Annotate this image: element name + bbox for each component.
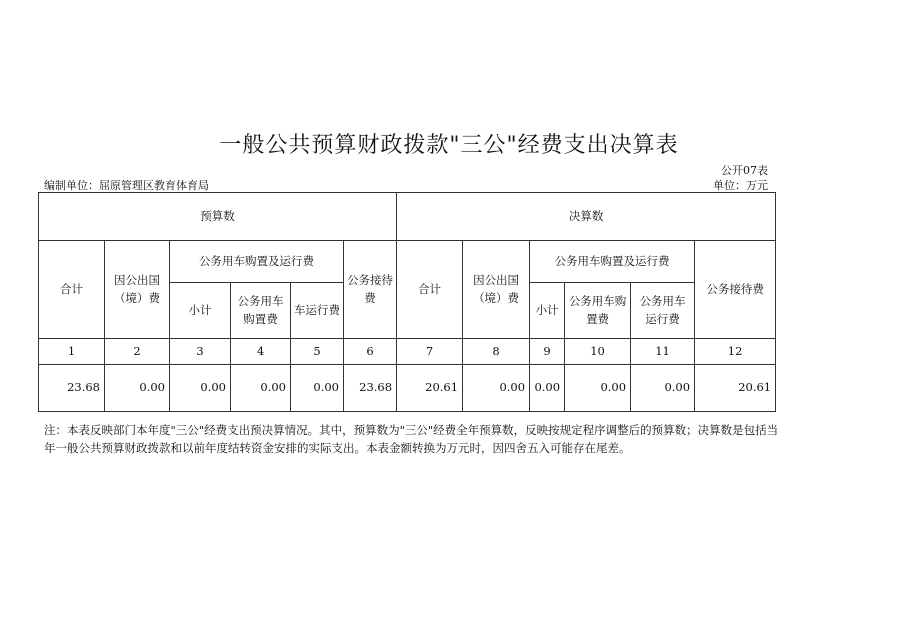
col-number: 7 <box>397 339 463 365</box>
value-cell: 0.00 <box>565 365 631 412</box>
value-cell: 20.61 <box>397 365 463 412</box>
budget-total-header: 合计 <box>39 241 105 339</box>
budget-operation-header: 车运行费 <box>291 283 344 339</box>
table-note: 注：本表反映部门本年度"三公"经费支出预决算情况。其中，预算数为"三公"经费全年预算数，反映按规定程序调整后的预算数；决算数是包括当年一般公共预算财政拨款和以前年度结转资金安排的实际支出。本表金额转换为万元时，因四舍五入可能存在尾差。 <box>44 423 779 456</box>
final-total-header: 合计 <box>397 241 463 339</box>
value-cell: 0.00 <box>631 365 695 412</box>
form-number: 公开07表 <box>721 164 768 177</box>
final-vehicle-header: 公务用车购置及运行费 <box>530 241 695 283</box>
value-cell: 23.68 <box>344 365 397 412</box>
final-reception-header: 公务接待费 <box>695 241 776 339</box>
budget-purchase-header: 公务用车购置费 <box>231 283 291 339</box>
currency-unit: 单位：万元 <box>713 179 768 192</box>
budget-vehicle-header: 公务用车购置及运行费 <box>170 241 344 283</box>
budget-header: 预算数 <box>39 193 397 241</box>
final-abroad-header: 因公出国（境）费 <box>463 241 530 339</box>
value-cell: 0.00 <box>530 365 565 412</box>
value-cell: 0.00 <box>105 365 170 412</box>
budget-subtotal-header: 小计 <box>170 283 231 339</box>
budget-reception-header: 公务接待费 <box>344 241 397 339</box>
value-cell: 0.00 <box>231 365 291 412</box>
final-purchase-header: 公务用车购置费 <box>565 283 631 339</box>
col-number: 3 <box>170 339 231 365</box>
value-cell: 0.00 <box>170 365 231 412</box>
value-cell: 23.68 <box>39 365 105 412</box>
col-number: 5 <box>291 339 344 365</box>
final-subtotal-header: 小计 <box>530 283 565 339</box>
col-number: 12 <box>695 339 776 365</box>
compiling-unit: 编制单位：屈原管理区教育体育局 <box>44 179 209 192</box>
final-header: 决算数 <box>397 193 776 241</box>
value-cell: 20.61 <box>695 365 776 412</box>
col-number: 1 <box>39 339 105 365</box>
col-number: 9 <box>530 339 565 365</box>
values-row <box>39 365 776 412</box>
expense-table <box>38 192 776 412</box>
col-number: 4 <box>231 339 291 365</box>
col-number: 10 <box>565 339 631 365</box>
final-operation-header: 公务用车运行费 <box>631 283 695 339</box>
col-number: 2 <box>105 339 170 365</box>
value-cell: 0.00 <box>463 365 530 412</box>
col-number: 8 <box>463 339 530 365</box>
page-title: 一般公共预算财政拨款"三公"经费支出决算表 <box>219 133 679 158</box>
col-number: 11 <box>631 339 695 365</box>
col-number: 6 <box>344 339 397 365</box>
value-cell: 0.00 <box>291 365 344 412</box>
column-number-row <box>39 339 776 365</box>
budget-abroad-header: 因公出国（境）费 <box>105 241 170 339</box>
